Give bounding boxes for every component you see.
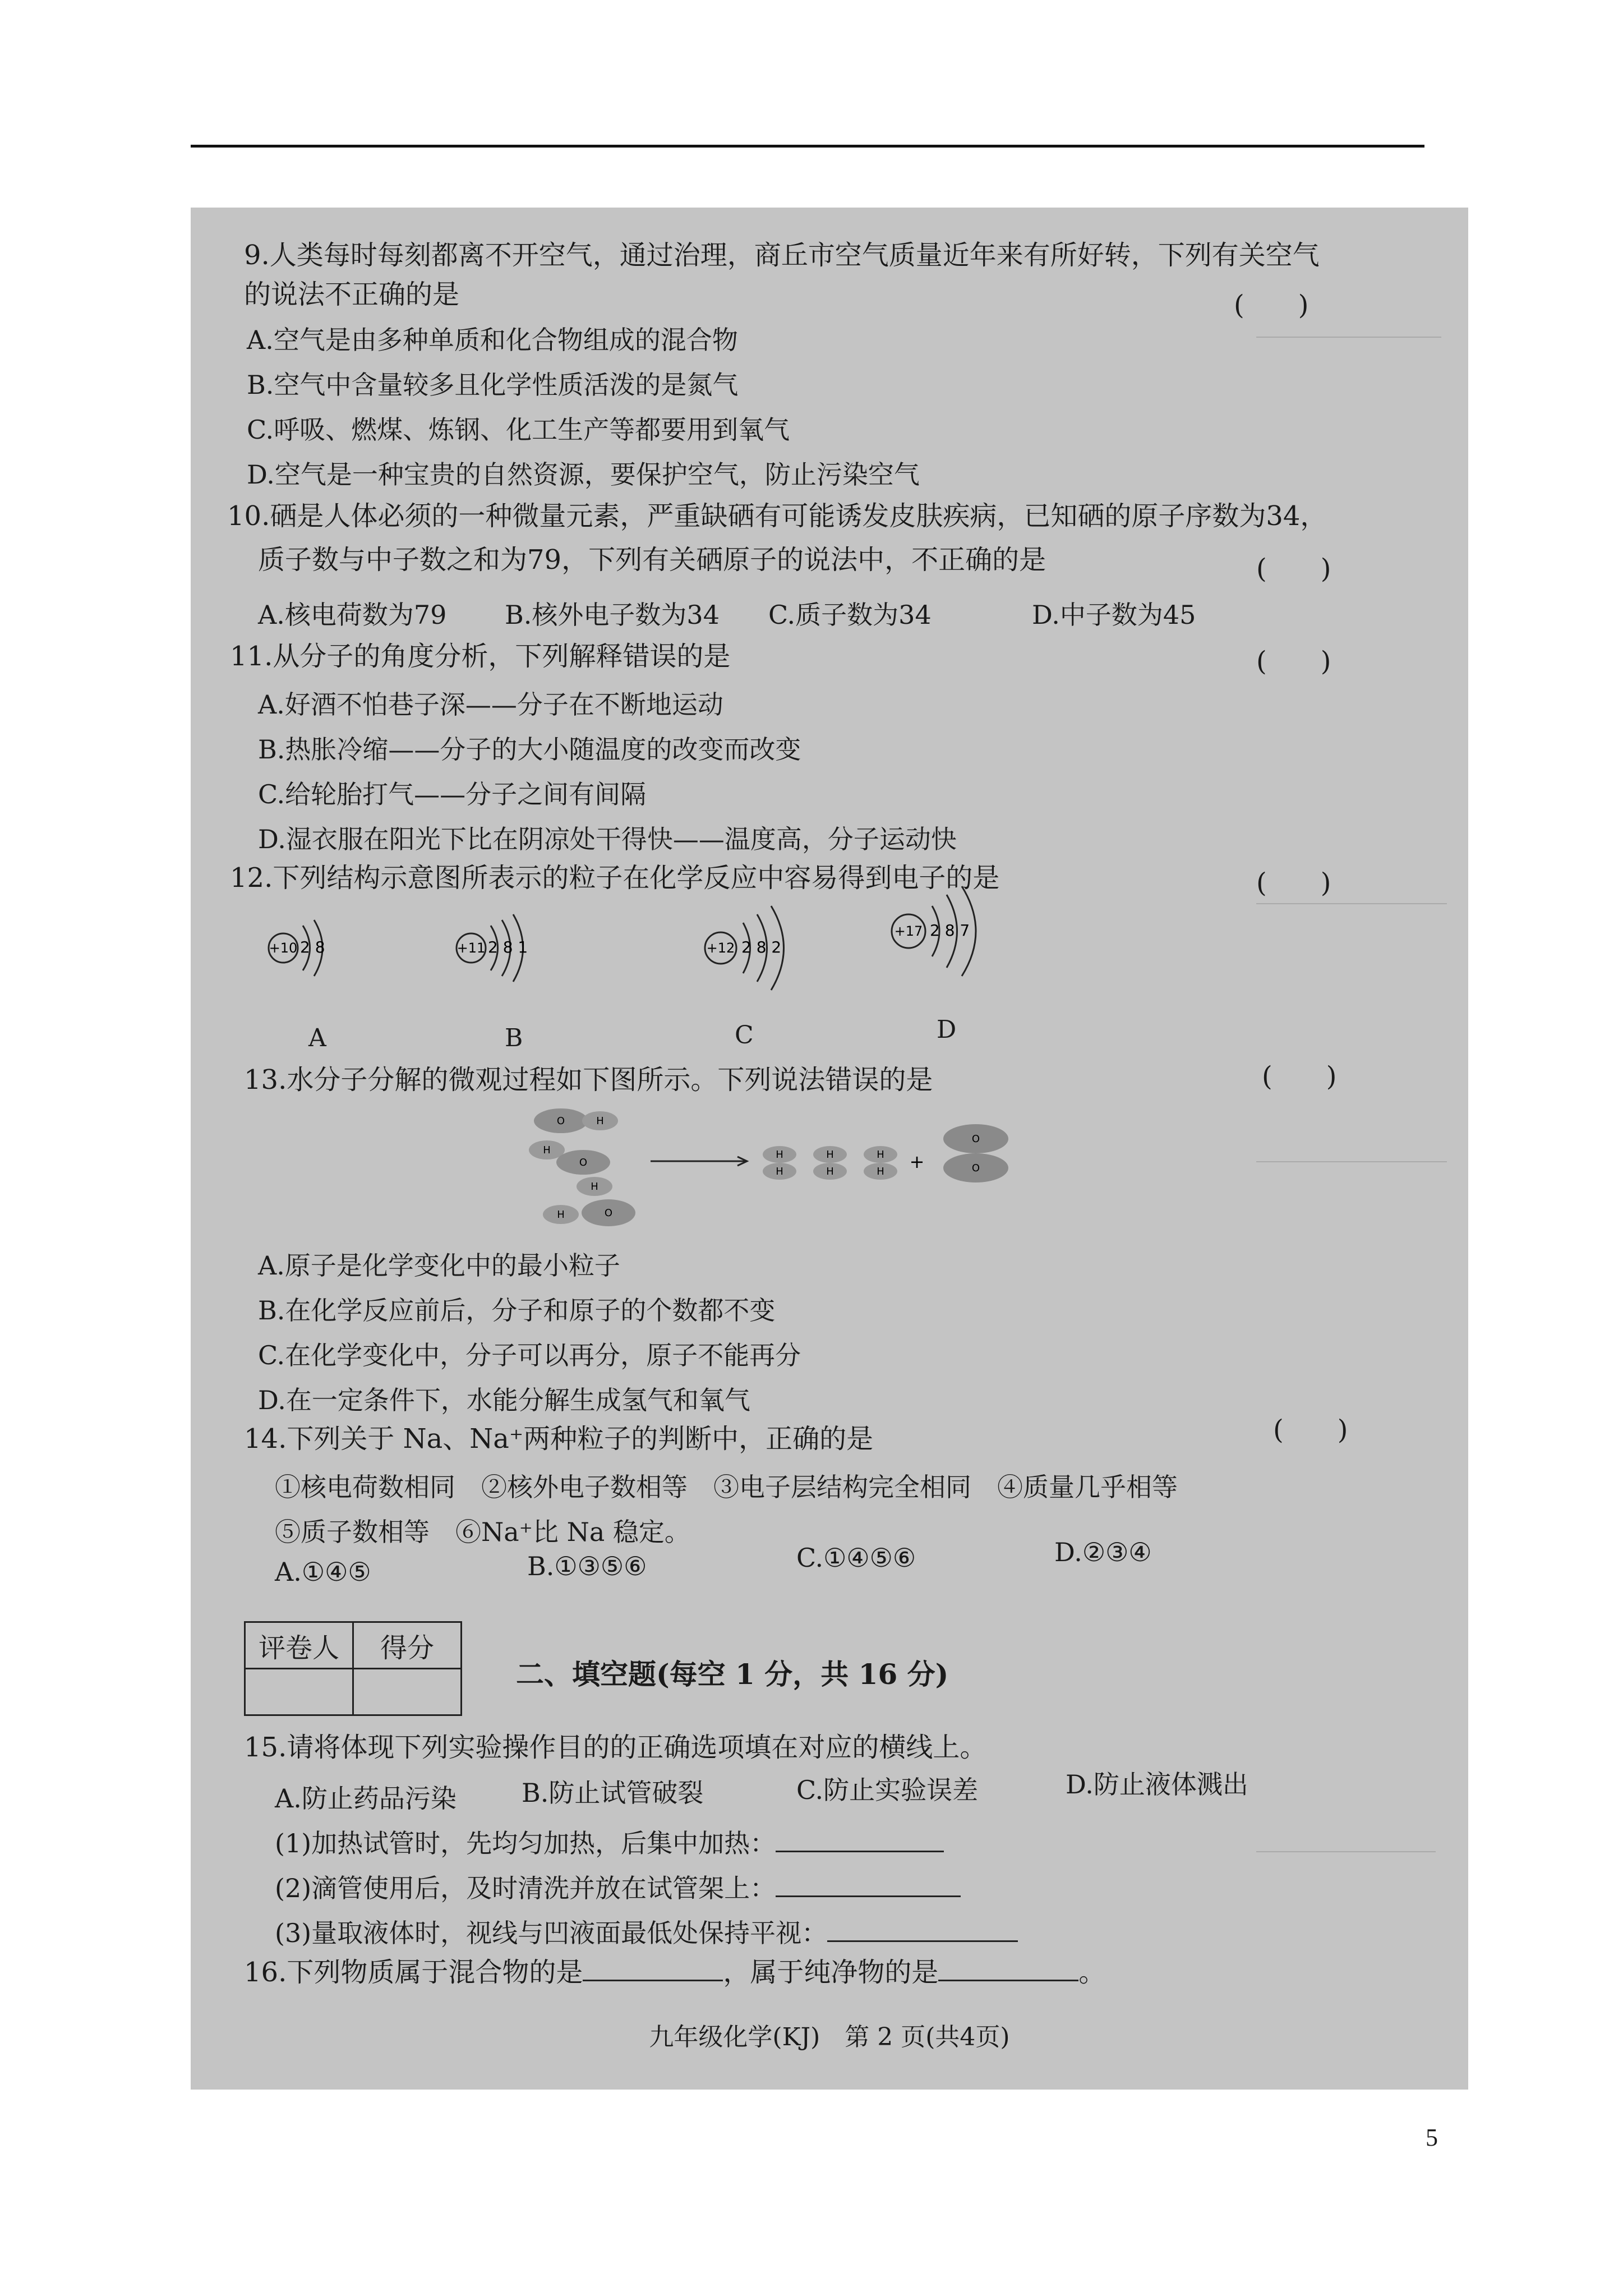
q15-sub1: (1)加热试管时，先均匀加热，后集中加热：	[275, 1823, 944, 1860]
q13-line1: 13.水分子分解的微观过程如下图所示。下列说法错误的是	[244, 1064, 933, 1096]
page-number: 5	[1426, 2124, 1438, 2151]
q9-option-c: C.呼吸、燃煤、炼钢、化工生产等都要用到氧气	[247, 415, 790, 445]
svg-text:+12: +12	[706, 940, 735, 956]
q13-option-a: A.原子是化学变化中的最小粒子	[258, 1250, 620, 1281]
atom-label-a: A	[308, 1024, 326, 1052]
svg-text:H: H	[591, 1181, 598, 1193]
q9-option-b: B.空气中含量较多且化学性质活泼的是氮气	[247, 370, 739, 400]
q9-line2: 的说法不正确的是	[244, 279, 460, 310]
score-table-grader-header: 评卷人	[245, 1622, 353, 1669]
svg-text:H: H	[826, 1166, 834, 1177]
scanned-exam-page	[191, 208, 1468, 2090]
svg-text:+11: +11	[457, 940, 486, 956]
svg-text:2 8 7: 2 8 7	[930, 921, 970, 940]
atom-label-b: B	[505, 1024, 523, 1052]
q14-statements-line2: ⑤质子数相等 ⑥Na⁺比 Na 稳定。	[275, 1517, 690, 1547]
q11-option-c: C.给轮胎打气——分子之间有间隔	[258, 779, 647, 809]
q15-option-a: A.防止药品污染	[275, 1783, 457, 1814]
q11-option-d: D.湿衣服在阳光下比在阴凉处干得快——温度高，分子运动快	[258, 824, 957, 854]
svg-text:O: O	[971, 1133, 980, 1145]
q16-mixture-blank[interactable]	[583, 1955, 723, 1981]
score-table-grader-cell	[245, 1669, 353, 1715]
q16-pure-blank[interactable]	[938, 1955, 1078, 1981]
svg-text:+10: +10	[269, 940, 298, 956]
q15-line1: 15.请将体现下列实验操作目的的正确选项填在对应的横线上。	[244, 1732, 987, 1763]
q15-option-c: C.防止实验误差	[796, 1775, 979, 1805]
water-decomposition-diagram	[516, 1105, 1144, 1240]
q15-sub2: (2)滴管使用后，及时清洗并放在试管架上：	[275, 1868, 961, 1905]
q15-sub3: (3)量取液体时，视线与凹液面最低处保持平视：	[275, 1913, 1018, 1950]
atom-structure-b	[449, 886, 561, 1004]
atom-label-c: C	[735, 1021, 754, 1050]
score-table	[244, 1621, 462, 1716]
q12-line1: 12.下列结构示意图所表示的粒子在化学反应中容易得到电子的是	[230, 862, 1000, 894]
svg-text:2 8 1: 2 8 1	[488, 938, 528, 956]
q14-line1: 14.下列关于 Na、Na⁺两种粒子的判断中，正确的是	[244, 1423, 874, 1455]
svg-text:O: O	[556, 1115, 565, 1127]
q11-line1: 11.从分子的角度分析，下列解释错误的是	[230, 641, 731, 672]
svg-text:+: +	[909, 1151, 925, 1172]
q10-option-b: B.核外电子数为34	[505, 600, 720, 630]
section-2-title: 二、填空题(每空 1 分，共 16 分)	[516, 1658, 949, 1691]
q9-option-a: A.空气是由多种单质和化合物组成的混合物	[247, 325, 738, 355]
svg-text:H: H	[877, 1166, 884, 1177]
q10-option-c: C.质子数为34	[768, 600, 932, 630]
q9-answer-paren: ( )	[1234, 289, 1309, 321]
q10-line1: 10.硒是人体必须的一种微量元素，严重缺硒有可能诱发皮肤疾病，已知硒的原子序数为34，	[227, 500, 1327, 532]
q10-line2: 质子数与中子数之和为79，下列有关硒原子的说法中，不正确的是	[258, 544, 1046, 576]
q9-option-d: D.空气是一种宝贵的自然资源，要保护空气，防止污染空气	[247, 459, 920, 490]
q13-option-b: B.在化学反应前后，分子和原子的个数都不变	[258, 1295, 776, 1326]
svg-text:O: O	[971, 1162, 980, 1174]
q14-option-d: D.②③④	[1054, 1537, 1152, 1567]
q13-option-d: D.在一定条件下，水能分解生成氢气和氧气	[258, 1385, 750, 1415]
atom-label-d: D	[937, 1015, 957, 1044]
svg-text:H: H	[776, 1149, 783, 1161]
svg-text:H: H	[543, 1144, 551, 1156]
q16-line: 16.下列物质属于混合物的是 ，属于纯净物的是 。	[244, 1955, 1105, 1989]
q13-option-c: C.在化学变化中，分子可以再分，原子不能再分	[258, 1340, 801, 1370]
q15-sub2-blank[interactable]	[776, 1871, 961, 1897]
svg-text:H: H	[776, 1166, 783, 1177]
q14-option-a: A.①④⑤	[275, 1557, 371, 1587]
q11-option-a: A.好酒不怕巷子深——分子在不断地运动	[258, 689, 723, 720]
svg-text:O: O	[604, 1207, 613, 1219]
q12-answer-paren: ( )	[1256, 867, 1331, 899]
header-rule	[191, 145, 1424, 148]
atom-structure-c	[695, 881, 819, 1010]
svg-text:H: H	[826, 1149, 834, 1161]
atom-structure-d	[880, 864, 1015, 999]
page-footer: 九年级化学(KJ) 第 2 页(共4页)	[649, 2023, 1010, 2051]
score-table-score-cell	[353, 1669, 462, 1715]
q15-option-d: D.防止液体溅出	[1066, 1769, 1248, 1800]
q9-line1: 9.人类每时每刻都离不开空气，通过治理，商丘市空气质量近年来有所好转，下列有关空气	[244, 240, 1320, 271]
svg-text:O: O	[579, 1157, 588, 1168]
svg-text:H: H	[596, 1115, 604, 1127]
svg-text:H: H	[877, 1149, 884, 1161]
q10-option-a: A.核电荷数为79	[258, 600, 447, 630]
svg-text:+17: +17	[894, 923, 923, 939]
q14-option-b: B.①③⑤⑥	[527, 1551, 647, 1581]
q11-option-b: B.热胀冷缩——分子的大小随温度的改变而改变	[258, 734, 801, 765]
q15-sub1-blank[interactable]	[776, 1826, 944, 1852]
svg-text:2 8 2: 2 8 2	[741, 938, 782, 956]
score-table-score-header: 得分	[353, 1622, 462, 1669]
q11-answer-paren: ( )	[1256, 646, 1331, 677]
q15-sub3-blank[interactable]	[827, 1916, 1018, 1942]
q13-answer-paren: ( )	[1262, 1061, 1337, 1092]
q14-option-c: C.①④⑤⑥	[796, 1543, 916, 1573]
q10-option-d: D.中子数为45	[1032, 600, 1196, 630]
q10-answer-paren: ( )	[1256, 553, 1331, 585]
atom-structure-a	[264, 895, 353, 1007]
svg-text:2 8: 2 8	[300, 938, 325, 956]
svg-text:H: H	[557, 1209, 565, 1221]
q14-answer-paren: ( )	[1273, 1414, 1348, 1446]
q14-statements-line1: ①核电荷数相同 ②核外电子数相等 ③电子层结构完全相同 ④质量几乎相等	[275, 1472, 1178, 1502]
q15-option-b: B.防止试管破裂	[522, 1778, 704, 1808]
